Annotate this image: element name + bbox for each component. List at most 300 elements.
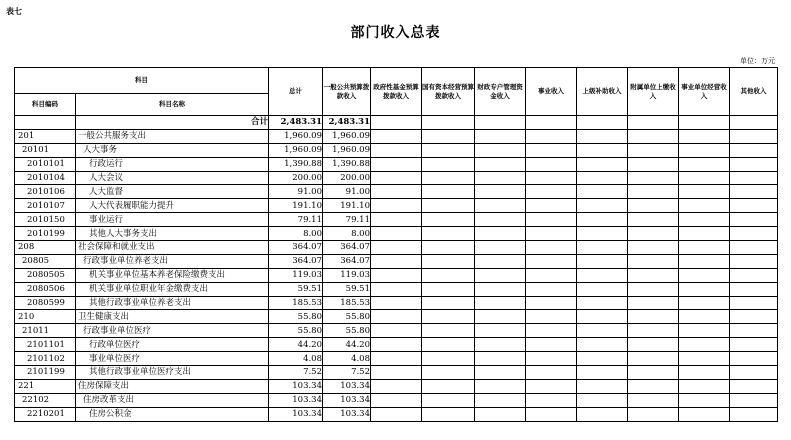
value-cell (371, 241, 422, 255)
value-cell (628, 407, 679, 421)
total-value (730, 116, 778, 130)
value-cell: 4.08 (323, 352, 371, 366)
value-cell: 59.51 (323, 282, 371, 296)
value-cell (628, 324, 679, 338)
value-cell (422, 213, 475, 227)
subject-code-cell: 2101102 (15, 352, 76, 366)
table-row (15, 268, 778, 282)
value-cell: 119.03 (269, 268, 323, 282)
value-cell (679, 282, 730, 296)
table-row (15, 254, 778, 268)
value-cell: 1,960.09 (323, 129, 371, 143)
value-cell: 185.53 (323, 296, 371, 310)
value-cell (371, 393, 422, 407)
value-cell (577, 227, 628, 241)
table-row (15, 338, 778, 352)
table-header (15, 68, 778, 116)
value-cell: 1,390.88 (269, 157, 323, 171)
value-cell (422, 143, 475, 157)
total-label: 合计 (76, 116, 269, 130)
table-row (15, 185, 778, 199)
table-row (15, 407, 778, 421)
value-cell (577, 254, 628, 268)
total-value (526, 116, 577, 130)
value-cell (475, 393, 526, 407)
value-cell (526, 199, 577, 213)
total-value: 2,483.31 (269, 116, 323, 130)
value-cell: 1,960.09 (269, 143, 323, 157)
subject-code-cell: 208 (15, 241, 76, 255)
value-cell: 103.34 (323, 379, 371, 393)
subject-code-cell: 21011 (15, 324, 76, 338)
value-cell (526, 213, 577, 227)
subject-code-cell: 2010106 (15, 185, 76, 199)
table-row (15, 129, 778, 143)
value-cell (679, 143, 730, 157)
value-cell (577, 393, 628, 407)
subject-name-cell: 住房改革支出 (76, 393, 269, 407)
value-cell (422, 379, 475, 393)
value-cell (422, 338, 475, 352)
value-cell (526, 254, 577, 268)
value-cell (628, 379, 679, 393)
subject-code-cell: 2080599 (15, 296, 76, 310)
subject-name-cell: 事业单位医疗 (76, 352, 269, 366)
value-cell (679, 310, 730, 324)
value-cell (475, 241, 526, 255)
value-cell (577, 143, 628, 157)
value-cell (679, 268, 730, 282)
value-cell: 191.10 (323, 199, 371, 213)
value-cell: 103.34 (269, 407, 323, 421)
value-cell (475, 157, 526, 171)
value-cell (526, 282, 577, 296)
value-cell (526, 185, 577, 199)
table-row (15, 324, 778, 338)
value-cell (526, 143, 577, 157)
subject-code-cell: 2010150 (15, 213, 76, 227)
value-cell (422, 254, 475, 268)
value-cell: 103.34 (269, 393, 323, 407)
header-subject: 科目 (15, 68, 269, 94)
value-cell (371, 185, 422, 199)
value-cell (730, 129, 778, 143)
value-cell: 200.00 (323, 171, 371, 185)
total-row (15, 116, 778, 130)
value-cell (730, 310, 778, 324)
value-cell (526, 407, 577, 421)
table-row (15, 213, 778, 227)
value-cell: 364.07 (323, 241, 371, 255)
value-cell (628, 157, 679, 171)
value-cell: 8.00 (323, 227, 371, 241)
value-cell (628, 254, 679, 268)
value-cell (475, 379, 526, 393)
header-special-account: 财政专户管理资金收入 (475, 68, 526, 116)
value-cell (475, 282, 526, 296)
value-cell (526, 352, 577, 366)
subject-code-cell: 2010199 (15, 227, 76, 241)
value-cell (577, 338, 628, 352)
value-cell (577, 268, 628, 282)
value-cell: 103.34 (323, 407, 371, 421)
value-cell (526, 296, 577, 310)
value-cell (475, 227, 526, 241)
table-row (15, 379, 778, 393)
subject-name-cell: 人大事务 (76, 143, 269, 157)
subject-code-cell: 2101101 (15, 338, 76, 352)
value-cell (371, 338, 422, 352)
value-cell (475, 352, 526, 366)
value-cell (679, 171, 730, 185)
value-cell: 4.08 (269, 352, 323, 366)
value-cell (730, 407, 778, 421)
value-cell (628, 310, 679, 324)
subject-name-cell: 住房公积金 (76, 407, 269, 421)
value-cell (371, 407, 422, 421)
value-cell (730, 157, 778, 171)
value-cell (730, 171, 778, 185)
value-cell (679, 296, 730, 310)
value-cell: 119.03 (323, 268, 371, 282)
value-cell (475, 296, 526, 310)
value-cell: 200.00 (269, 171, 323, 185)
value-cell (422, 366, 475, 380)
subject-code-cell: 201 (15, 129, 76, 143)
value-cell (730, 366, 778, 380)
page-title: 部门收入总表 (350, 25, 441, 41)
value-cell (628, 282, 679, 296)
value-cell (371, 268, 422, 282)
value-cell (679, 254, 730, 268)
value-cell (730, 324, 778, 338)
value-cell (730, 268, 778, 282)
value-cell (422, 268, 475, 282)
value-cell: 364.07 (269, 254, 323, 268)
value-cell: 55.80 (323, 310, 371, 324)
value-cell (475, 129, 526, 143)
value-cell (371, 366, 422, 380)
value-cell (730, 282, 778, 296)
value-cell (730, 393, 778, 407)
subject-name-cell: 社会保障和就业支出 (76, 241, 269, 255)
subject-code-cell: 221 (15, 379, 76, 393)
value-cell: 7.52 (269, 366, 323, 380)
value-cell (577, 324, 628, 338)
value-cell (577, 185, 628, 199)
subject-name-cell: 行政运行 (76, 157, 269, 171)
value-cell (422, 324, 475, 338)
value-cell (371, 324, 422, 338)
value-cell: 44.20 (323, 338, 371, 352)
value-cell (628, 129, 679, 143)
sheet-number-label: 表七 (6, 6, 22, 16)
value-cell: 364.07 (323, 254, 371, 268)
header-gov-fund: 政府性基金预算拨款收入 (371, 68, 422, 116)
value-cell (526, 241, 577, 255)
table-body (15, 116, 778, 422)
header-subject-name: 科目名称 (76, 94, 269, 116)
table-row (15, 296, 778, 310)
value-cell (577, 171, 628, 185)
value-cell (628, 185, 679, 199)
total-value: 2,483.31 (323, 116, 371, 130)
header-general-budget: 一般公共预算拨款收入 (323, 68, 371, 116)
value-cell (679, 157, 730, 171)
value-cell: 55.80 (269, 324, 323, 338)
value-cell (628, 352, 679, 366)
value-cell: 364.07 (269, 241, 323, 255)
table-row (15, 143, 778, 157)
subject-code-cell: 2080506 (15, 282, 76, 296)
value-cell (577, 241, 628, 255)
value-cell (371, 282, 422, 296)
value-cell: 79.11 (269, 213, 323, 227)
table-row (15, 227, 778, 241)
table-row (15, 310, 778, 324)
subject-name-cell: 行政事业单位医疗 (76, 324, 269, 338)
unit-label: 单位：万元 (740, 57, 775, 65)
total-value (371, 116, 422, 130)
value-cell: 79.11 (323, 213, 371, 227)
value-cell (371, 143, 422, 157)
value-cell (577, 379, 628, 393)
subject-code-cell: 2010101 (15, 157, 76, 171)
value-cell (577, 199, 628, 213)
value-cell (422, 282, 475, 296)
value-cell (679, 352, 730, 366)
table-row (15, 199, 778, 213)
total-value (577, 116, 628, 130)
subject-code-cell: 2210201 (15, 407, 76, 421)
value-cell (371, 296, 422, 310)
subject-name-cell: 人大代表履职能力提升 (76, 199, 269, 213)
value-cell: 7.52 (323, 366, 371, 380)
total-value (679, 116, 730, 130)
value-cell (679, 393, 730, 407)
value-cell (577, 352, 628, 366)
table-row (15, 241, 778, 255)
subject-name-cell: 机关事业单位职业年金缴费支出 (76, 282, 269, 296)
value-cell: 91.00 (269, 185, 323, 199)
header-total: 总计 (269, 68, 323, 116)
total-value (628, 116, 679, 130)
subject-name-cell: 行政单位医疗 (76, 338, 269, 352)
value-cell (475, 254, 526, 268)
value-cell (730, 352, 778, 366)
value-cell (577, 282, 628, 296)
subject-name-cell: 卫生健康支出 (76, 310, 269, 324)
value-cell: 44.20 (269, 338, 323, 352)
value-cell (730, 213, 778, 227)
value-cell (628, 213, 679, 227)
value-cell (730, 185, 778, 199)
value-cell: 91.00 (323, 185, 371, 199)
value-cell (475, 324, 526, 338)
header-business-income: 事业收入 (526, 68, 577, 116)
value-cell: 191.10 (269, 199, 323, 213)
value-cell (628, 268, 679, 282)
table-row (15, 352, 778, 366)
subject-code-cell: 2010104 (15, 171, 76, 185)
value-cell: 1,390.88 (323, 157, 371, 171)
value-cell: 55.80 (269, 310, 323, 324)
value-cell (628, 366, 679, 380)
value-cell (526, 227, 577, 241)
value-cell: 185.53 (269, 296, 323, 310)
table-row (15, 157, 778, 171)
value-cell (577, 157, 628, 171)
value-cell (628, 227, 679, 241)
value-cell (577, 213, 628, 227)
value-cell (679, 379, 730, 393)
value-cell (475, 143, 526, 157)
subject-name-cell: 行政事业单位养老支出 (76, 254, 269, 268)
value-cell (526, 379, 577, 393)
header-affiliated-remit: 附属单位上缴收入 (628, 68, 679, 116)
value-cell (730, 254, 778, 268)
value-cell (679, 199, 730, 213)
subject-name-cell: 人大会议 (76, 171, 269, 185)
revenue-summary-table (14, 67, 778, 422)
value-cell (422, 185, 475, 199)
header-superior-subsidy: 上级补助收入 (577, 68, 628, 116)
value-cell (526, 157, 577, 171)
value-cell (371, 379, 422, 393)
value-cell (475, 171, 526, 185)
subject-name-cell: 其他人大事务支出 (76, 227, 269, 241)
subject-name-cell: 其他行政事业单位医疗支出 (76, 366, 269, 380)
value-cell (628, 143, 679, 157)
value-cell (422, 199, 475, 213)
value-cell (526, 129, 577, 143)
value-cell (371, 227, 422, 241)
value-cell (628, 338, 679, 352)
subject-name-cell: 住房保障支出 (76, 379, 269, 393)
table-row (15, 366, 778, 380)
value-cell (628, 171, 679, 185)
table-row (15, 282, 778, 296)
subject-code-cell: 2101199 (15, 366, 76, 380)
value-cell: 55.80 (323, 324, 371, 338)
total-code-cell (15, 116, 76, 130)
value-cell (730, 199, 778, 213)
value-cell (371, 129, 422, 143)
value-cell (526, 268, 577, 282)
subject-code-cell: 210 (15, 310, 76, 324)
value-cell: 1,960.09 (269, 129, 323, 143)
total-value (475, 116, 526, 130)
value-cell: 103.34 (323, 393, 371, 407)
value-cell (475, 366, 526, 380)
subject-name-cell: 事业运行 (76, 213, 269, 227)
value-cell (628, 393, 679, 407)
value-cell (679, 185, 730, 199)
value-cell (422, 241, 475, 255)
value-cell: 1,960.09 (323, 143, 371, 157)
value-cell (475, 268, 526, 282)
subject-name-cell: 人大监督 (76, 185, 269, 199)
value-cell (371, 199, 422, 213)
value-cell (577, 366, 628, 380)
subject-name-cell: 一般公共服务支出 (76, 129, 269, 143)
value-cell (730, 241, 778, 255)
value-cell (475, 338, 526, 352)
value-cell (371, 254, 422, 268)
value-cell (526, 171, 577, 185)
value-cell (730, 143, 778, 157)
value-cell (679, 129, 730, 143)
value-cell (679, 227, 730, 241)
value-cell (730, 227, 778, 241)
value-cell (577, 296, 628, 310)
value-cell (422, 171, 475, 185)
value-cell (577, 310, 628, 324)
value-cell (526, 393, 577, 407)
value-cell: 103.34 (269, 379, 323, 393)
value-cell (475, 199, 526, 213)
value-cell (679, 213, 730, 227)
subject-code-cell: 2080505 (15, 268, 76, 282)
value-cell (475, 310, 526, 324)
subject-code-cell: 2010107 (15, 199, 76, 213)
value-cell (577, 407, 628, 421)
value-cell (371, 352, 422, 366)
value-cell (577, 129, 628, 143)
value-cell (526, 366, 577, 380)
value-cell (679, 366, 730, 380)
subject-code-cell: 20101 (15, 143, 76, 157)
value-cell (371, 171, 422, 185)
value-cell (422, 393, 475, 407)
value-cell (422, 296, 475, 310)
value-cell (526, 310, 577, 324)
value-cell (628, 199, 679, 213)
value-cell: 8.00 (269, 227, 323, 241)
value-cell (475, 185, 526, 199)
value-cell (422, 157, 475, 171)
value-cell (371, 213, 422, 227)
value-cell (422, 227, 475, 241)
table-row (15, 393, 778, 407)
value-cell (679, 324, 730, 338)
subject-name-cell: 机关事业单位基本养老保险缴费支出 (76, 268, 269, 282)
value-cell (628, 241, 679, 255)
value-cell: 59.51 (269, 282, 323, 296)
value-cell (475, 213, 526, 227)
table-row (15, 171, 778, 185)
value-cell (422, 310, 475, 324)
subject-code-cell: 20805 (15, 254, 76, 268)
value-cell (422, 407, 475, 421)
value-cell (730, 379, 778, 393)
value-cell (371, 310, 422, 324)
value-cell (371, 157, 422, 171)
value-cell (475, 407, 526, 421)
header-operating-income: 事业单位经营收入 (679, 68, 730, 116)
subject-name-cell: 其他行政事业单位养老支出 (76, 296, 269, 310)
subject-code-cell: 22102 (15, 393, 76, 407)
value-cell (422, 352, 475, 366)
header-state-capital: 国有资本经营预算拨款收入 (422, 68, 475, 116)
value-cell (526, 338, 577, 352)
header-subject-code: 科目编码 (15, 94, 76, 116)
value-cell (526, 324, 577, 338)
value-cell (628, 296, 679, 310)
value-cell (679, 338, 730, 352)
value-cell (679, 407, 730, 421)
value-cell (730, 296, 778, 310)
